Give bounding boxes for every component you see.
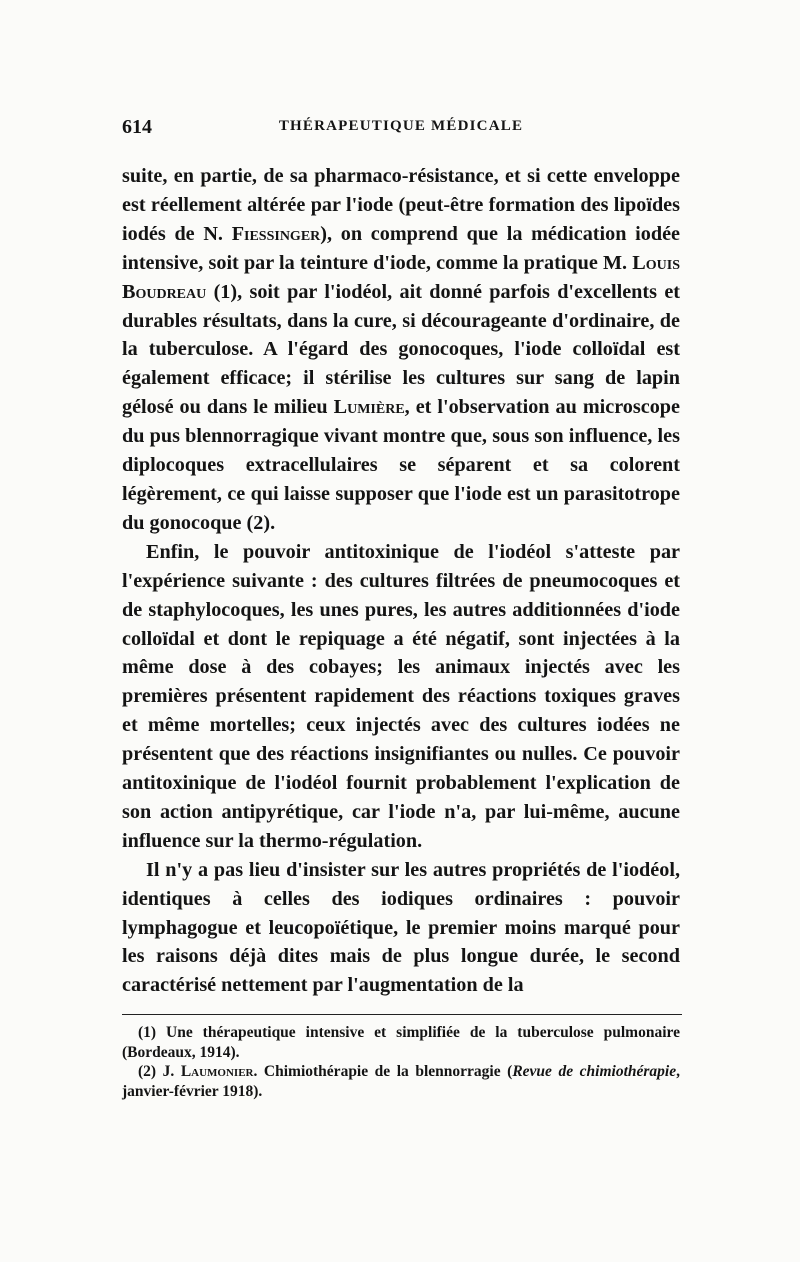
journal-title: Revue de chimiothérapie [512,1063,677,1081]
paragraph-1-text-b: ), on comprend que la médication iodée intensive, soit par la teinture d'iode, comme la pratique M. [122,222,680,274]
paragraph-1-text-d: , et l'observation au microscope du pus blennorragique vivant montre que, sous son influence, les diplocoques extracellulaires se séparent et sa colorent légèrement, ce qui laisse supposer que l'iode est un parasitotrope du gonocoque (2). [122,396,680,534]
paragraph-3: Il n'y a pas lieu d'insister sur les autres propriétés de l'iodéol, identiques à celles des iodiques ordinaires : pouvoir lymphagogue et leucopoïétique, le premier moins marqué pour les raisons déjà dites mais de plus longue durée, le second caractérisé nettement par l'augmentation de la [122,858,680,997]
book-page [122,116,680,1101]
paragraph-2: Enfin, le pouvoir antitoxinique de l'iodéol s'atteste par l'expérience suivante : des cultures filtrées de pneumocoques et de staphylocoques, les unes pures, les autres additionnées d'iode colloïdal et dont le repiquage a été négatif, sont injectées à la même dose à des cobayes; les animaux injectés avec les premières présentent rapidement des réactions toxiques graves et même mortelles; ceux injectés avec des cultures iodées ne présentent que des réactions insignifiantes ou nulles. Ce pouvoir antitoxinique de l'iodéol fournit probablement l'explication de son action antipyrétique, car l'iode n'a, par lui-même, aucune influence sur la thermo-régulation. [122,540,680,852]
author-name-laumonier: Laumonier [180,1063,254,1081]
running-title: THÉRAPEUTIQUE MÉDICALE [278,118,524,134]
footnote-rule [122,1014,682,1015]
footnotes [122,1023,680,1101]
paragraph-1-text-a: suite, en partie, de sa pharmaco-résistance, et si cette enveloppe est réellement altérée par l'iode (peut-être formation des lipoïdes iodés de N. [122,165,680,245]
author-name-boudreau: Louis Boudreau [122,251,680,303]
paragraph-1 [122,162,680,538]
footnote-2-marker: (2) J. [138,1063,181,1081]
body-text [122,162,680,1000]
author-name-fiessinger: Fiessinger [231,222,321,245]
footnote-2-title: . Chimiothérapie de la blennorragie ( [253,1063,513,1081]
page-number: 614 [122,116,152,138]
footnote-2-date: , janvier-février 1918). [122,1063,680,1100]
footnote-2 [122,1062,680,1101]
footnote-1: (1) Une thérapeutique intensive et simplifiée de la tuberculose pulmonaire (Bordeaux, 1914). [122,1024,680,1061]
author-name-lumiere: Lumière [333,396,405,419]
page-header [122,116,680,140]
paragraph-1-text-c: (1), soit par l'iodéol, ait donné parfois d'excellents et durables résultats, dans la cure, si décourageante d'ordinaire, de la tuberculose. A l'égard des gonocoques, l'iode colloïdal est également efficace; il stérilise les cultures sur sang de lapin gélosé ou dans le milieu [122,280,680,419]
